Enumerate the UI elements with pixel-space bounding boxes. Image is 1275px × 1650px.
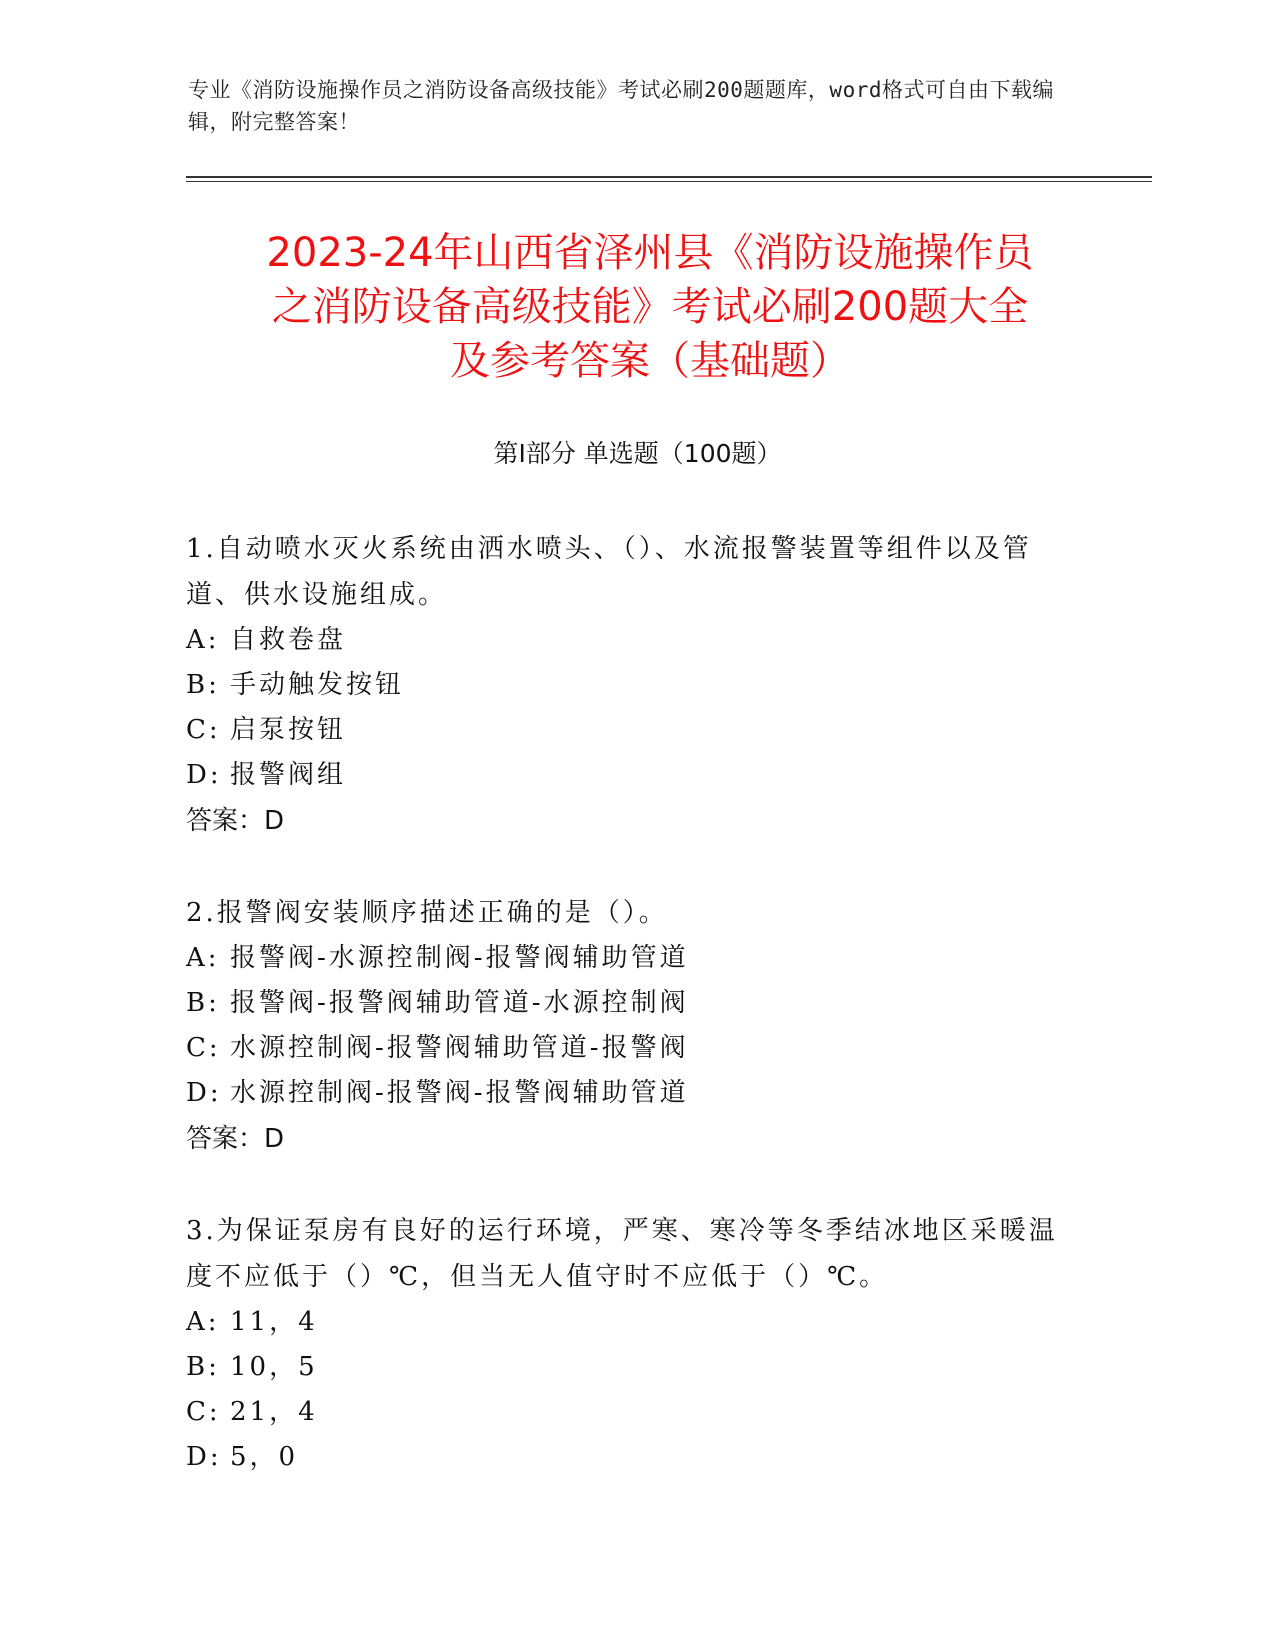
option-text: 报警阀-水源控制阀-报警阀辅助管道 bbox=[230, 943, 689, 973]
question-2 bbox=[186, 890, 1066, 1162]
option-text: 10，5 bbox=[230, 1352, 318, 1382]
option-label: A: bbox=[186, 1307, 220, 1337]
option-d bbox=[186, 1071, 1066, 1116]
option-c bbox=[186, 1390, 1066, 1435]
question-list bbox=[186, 526, 1066, 1526]
section-title: 第I部分 单选题（100题） bbox=[493, 439, 782, 468]
question-text: 2.报警阀安装顺序描述正确的是（）。 bbox=[186, 898, 668, 928]
option-d bbox=[186, 1435, 1066, 1480]
option-label: B: bbox=[186, 1352, 220, 1382]
option-a bbox=[186, 936, 1066, 981]
question-1 bbox=[186, 526, 1066, 844]
option-d bbox=[186, 753, 1066, 798]
option-label: C: bbox=[186, 715, 221, 745]
option-text: 水源控制阀-报警阀-报警阀辅助管道 bbox=[230, 1078, 689, 1108]
option-b bbox=[186, 981, 1066, 1026]
document-title bbox=[150, 226, 1150, 388]
option-text: 11，4 bbox=[230, 1307, 318, 1337]
title-line-1: 2023-24年山西省泽州县《消防设施操作员 bbox=[266, 230, 1034, 276]
question-3 bbox=[186, 1208, 1066, 1480]
option-text: 报警阀组 bbox=[230, 760, 347, 790]
option-b bbox=[186, 1345, 1066, 1390]
option-text: 报警阀-报警阀辅助管道-水源控制阀 bbox=[230, 988, 689, 1018]
question-text: 1.自动喷水灭火系统由洒水喷头、（）、水流报警装置等组件以及管道、供水设施组成。 bbox=[186, 534, 1032, 610]
option-label: C: bbox=[186, 1397, 221, 1427]
question-text: 3.为保证泵房有良好的运行环境，严寒、寒冷等冬季结冰地区采暖温度不应低于（）℃，但当无人值守时不应低于（）℃。 bbox=[186, 1216, 1058, 1292]
option-c bbox=[186, 1026, 1066, 1071]
header-divider-thick bbox=[186, 176, 1152, 178]
option-text: 启泵按钮 bbox=[230, 715, 347, 745]
option-c bbox=[186, 708, 1066, 753]
option-text: 自救卷盘 bbox=[230, 625, 347, 655]
option-text: 水源控制阀-报警阀辅助管道-报警阀 bbox=[230, 1033, 689, 1063]
title-line-3: 及参考答案（基础题） bbox=[450, 338, 850, 384]
option-a bbox=[186, 1300, 1066, 1345]
option-text: 手动触发按钮 bbox=[230, 670, 405, 700]
header-note: 专业《消防设施操作员之消防设备高级技能》考试必刷200题题库，word格式可自由下载编辑，附完整答案！ bbox=[188, 78, 1054, 134]
option-label: A: bbox=[186, 943, 220, 973]
option-label: B: bbox=[186, 670, 220, 700]
option-label: C: bbox=[186, 1033, 221, 1063]
option-text: 21，4 bbox=[230, 1397, 318, 1427]
option-text: 5，0 bbox=[230, 1442, 299, 1472]
option-label: D: bbox=[186, 1078, 222, 1108]
option-label: A: bbox=[186, 625, 220, 655]
header-divider-thin bbox=[186, 181, 1152, 182]
option-label: D: bbox=[186, 760, 222, 790]
answer-line: 答案：D bbox=[186, 1124, 285, 1154]
option-label: B: bbox=[186, 988, 220, 1018]
answer-line: 答案：D bbox=[186, 806, 285, 836]
option-b bbox=[186, 663, 1066, 708]
title-line-2: 之消防设备高级技能》考试必刷200题大全 bbox=[271, 284, 1029, 330]
option-label: D: bbox=[186, 1442, 222, 1472]
option-a bbox=[186, 618, 1066, 663]
